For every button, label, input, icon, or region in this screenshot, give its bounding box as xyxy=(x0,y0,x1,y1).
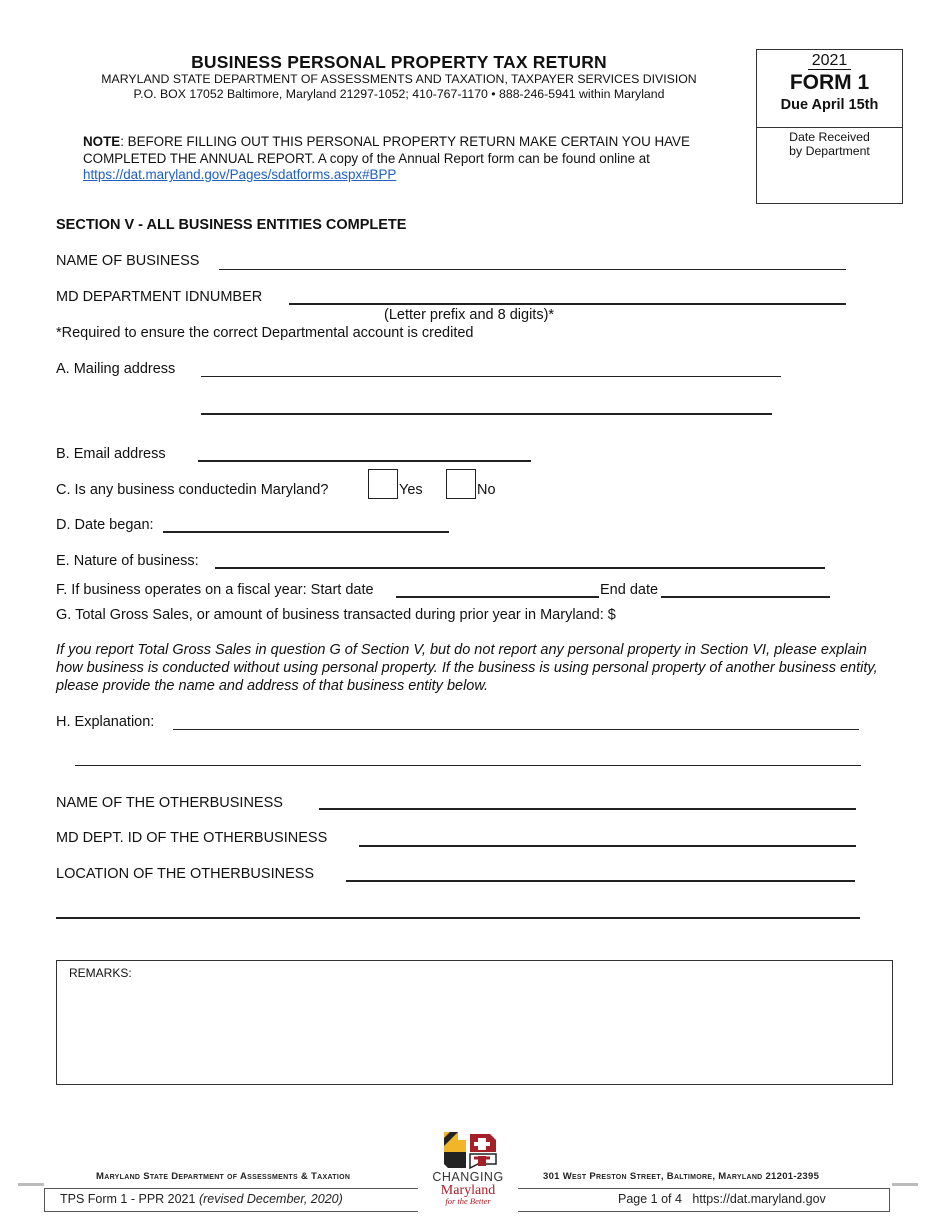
maryland-flag-icon xyxy=(434,1128,502,1170)
other-business-name-label: NAME OF THE OTHERBUSINESS xyxy=(56,795,283,811)
footer-agency: Maryland State Department of Assessments & Taxation xyxy=(96,1171,351,1182)
date-began-field[interactable] xyxy=(163,531,449,533)
form-year: 2021 xyxy=(808,52,852,70)
id-required-note: *Required to ensure the correct Departmental account is credited xyxy=(56,325,474,341)
nature-of-business-field[interactable] xyxy=(215,567,825,569)
explanation-line2[interactable] xyxy=(75,765,861,766)
agency-address: P.O. BOX 17052 Baltimore, Maryland 21297-1052; 410-767-1170 • 888-246-5941 within Maryland xyxy=(133,87,665,101)
other-business-location-field[interactable] xyxy=(346,880,855,882)
no-checkbox[interactable] xyxy=(446,469,476,499)
footer-page-number: Page 1 of 4 xyxy=(618,1192,682,1206)
explanation-label: H. Explanation: xyxy=(56,714,155,730)
name-of-business-label: NAME OF BUSINESS xyxy=(56,253,200,269)
explanation-instructions: If you report Total Gross Sales in question G of Section V, but do not report any personal property in Section VI, please explain how business is conducted without using personal property. If the business is using personal property of another business entity, please provide the name and address of that business entity below. xyxy=(56,642,878,695)
remarks-label: REMARKS: xyxy=(69,966,132,980)
gross-sales-label: G. Total Gross Sales, or amount of business transacted during prior year in Maryland: $ xyxy=(56,607,616,623)
yes-checkbox[interactable] xyxy=(368,469,398,499)
email-address-field[interactable] xyxy=(198,460,531,462)
form-title: BUSINESS PERSONAL PROPERTY TAX RETURN xyxy=(191,52,607,72)
box-divider xyxy=(757,127,902,128)
nature-of-business-label: E. Nature of business: xyxy=(56,553,199,569)
form-number: FORM 1 xyxy=(789,71,870,94)
mailing-address-line1[interactable] xyxy=(201,376,781,377)
fiscal-end-field[interactable] xyxy=(661,596,830,598)
footer-address: 301 West Preston Street, Baltimore, Maryland 21201-2395 xyxy=(543,1171,820,1182)
logo-changing: CHANGING xyxy=(432,1170,504,1184)
logo-tagline: for the Better xyxy=(445,1196,491,1206)
due-date: Due April 15th xyxy=(780,97,879,113)
forms-link[interactable]: https://dat.maryland.gov/Pages/sdatforms.aspx#BPP xyxy=(83,167,397,182)
other-business-name-field[interactable] xyxy=(319,808,856,810)
business-in-md-label: C. Is any business conductedin Maryland? xyxy=(56,482,329,498)
changing-maryland-logo xyxy=(418,1128,518,1212)
section-title: SECTION V - ALL BUSINESS ENTITIES COMPLETE xyxy=(56,217,407,233)
fiscal-start-label: F. If business operates on a fiscal year: Start date xyxy=(56,582,374,598)
date-received-label: Date Received by Department xyxy=(789,130,870,158)
date-began-label: D. Date began: xyxy=(56,517,154,533)
footer-form-id: TPS Form 1 - PPR 2021 xyxy=(60,1192,199,1206)
yes-label: Yes xyxy=(399,482,423,498)
other-business-id-label: MD DEPT. ID OF THE OTHERBUSINESS xyxy=(56,830,328,846)
other-business-location-line2[interactable] xyxy=(56,917,860,919)
other-business-id-field[interactable] xyxy=(359,845,856,847)
annual-report-note xyxy=(83,134,743,184)
no-label: No xyxy=(477,482,496,498)
other-business-location-label: LOCATION OF THE OTHERBUSINESS xyxy=(56,866,315,882)
footer-edge-right xyxy=(892,1183,918,1193)
agency-name: MARYLAND STATE DEPARTMENT OF ASSESSMENTS AND TAXATION, TAXPAYER SERVICES DIVISION xyxy=(101,72,697,86)
mailing-address-label: A. Mailing address xyxy=(56,361,176,377)
note-text: : BEFORE FILLING OUT THIS PERSONAL PROPERTY RETURN MAKE CERTAIN YOU HAVE COMPLETED THE ANNUAL REPORT. A copy of the Annual Report form can be found online at xyxy=(83,134,690,166)
name-of-business-field[interactable] xyxy=(219,269,846,270)
form-id-box xyxy=(756,49,903,204)
logo-maryland: Maryland xyxy=(440,1183,496,1198)
note-label: NOTE xyxy=(83,134,121,149)
footer-revised: (revised December, 2020) xyxy=(198,1192,343,1206)
fiscal-start-field[interactable] xyxy=(396,596,599,598)
email-address-label: B. Email address xyxy=(56,446,166,462)
explanation-line1[interactable] xyxy=(173,729,859,730)
id-format-hint: (Letter prefix and 8 digits)* xyxy=(384,307,555,323)
mailing-address-line2[interactable] xyxy=(201,413,772,415)
md-dept-id-label: MD DEPARTMENT IDNUMBER xyxy=(56,289,263,305)
footer-website: https://dat.maryland.gov xyxy=(692,1192,826,1206)
md-dept-id-field[interactable] xyxy=(289,303,846,305)
remarks-box[interactable] xyxy=(56,960,893,1085)
footer-edge-left xyxy=(18,1183,44,1193)
fiscal-end-label: End date xyxy=(600,582,659,598)
